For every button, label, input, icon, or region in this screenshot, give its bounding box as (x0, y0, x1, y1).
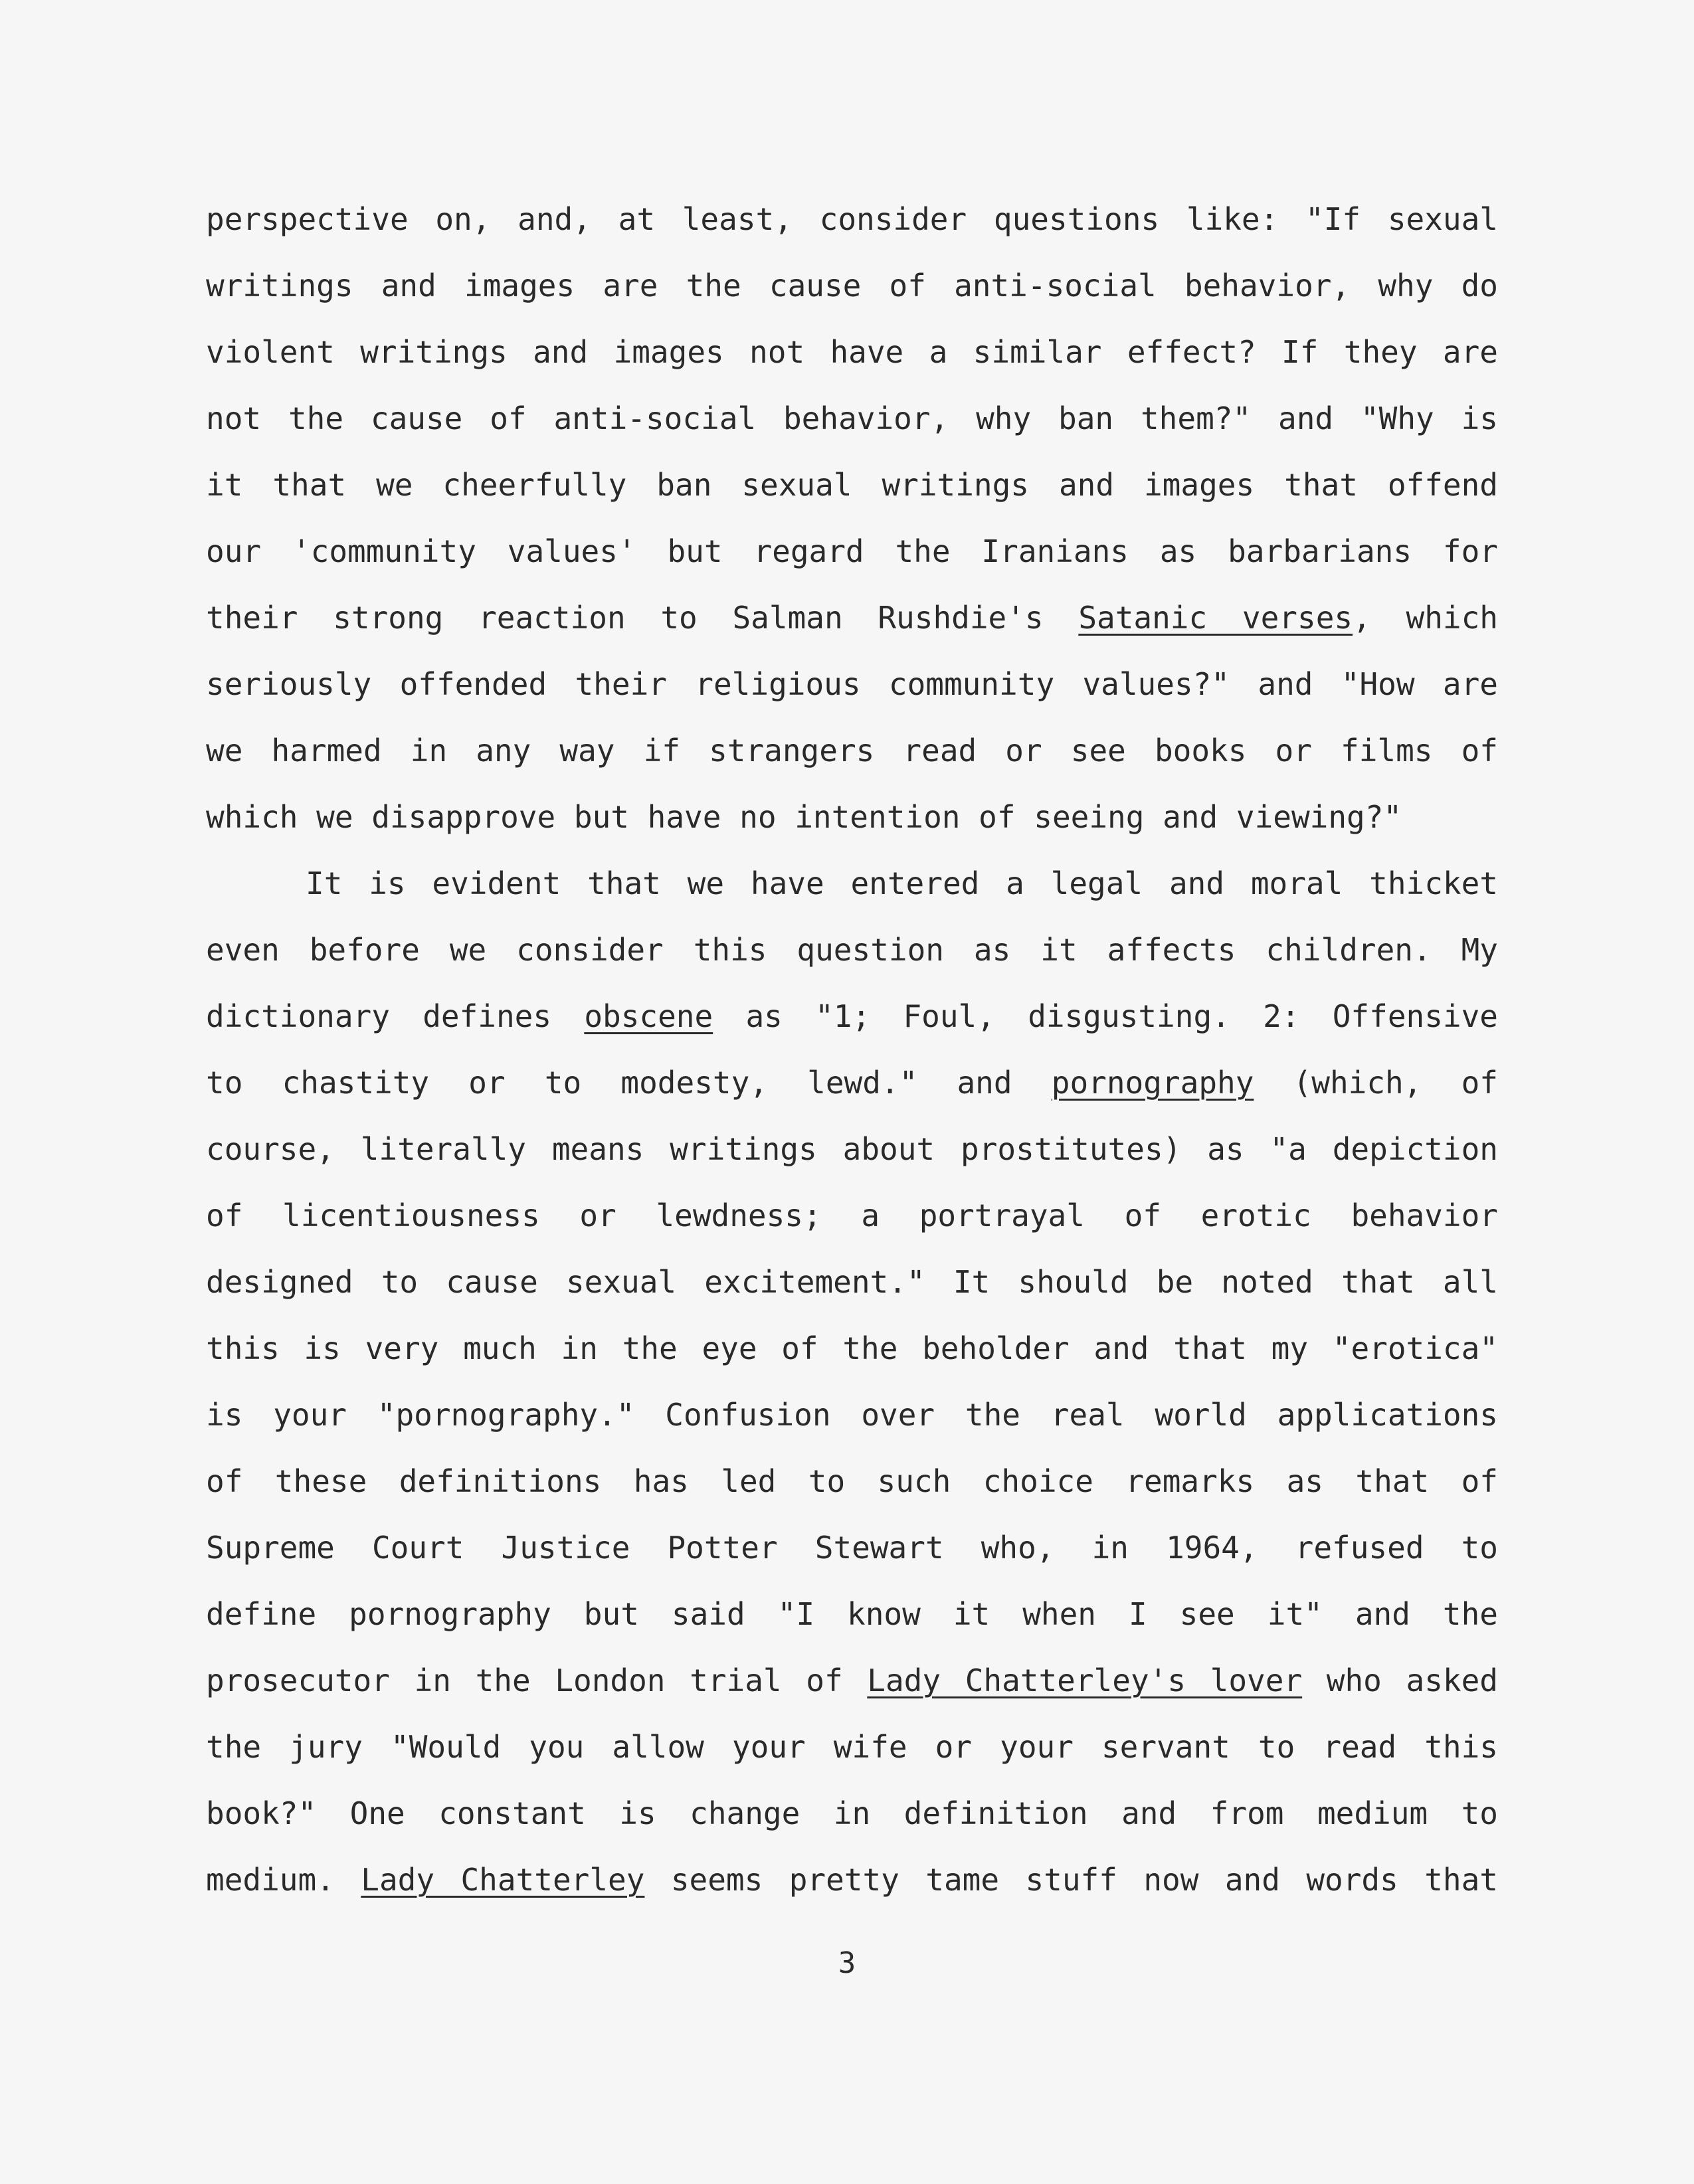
title-satanic-verses: Satanic verses (1078, 600, 1353, 636)
text-line: not the cause of anti-social behavior, why ban them?" and "Why is (206, 401, 1498, 436)
term-pornography: pornography (1051, 1065, 1254, 1101)
title-lady-chatterley: Lady Chatterley (361, 1862, 645, 1898)
text-line: prosecutor in the London trial of Lady Chatterley's lover who asked (206, 1663, 1498, 1698)
title-lady-chatterleys-lover: Lady Chatterley's lover (867, 1663, 1303, 1698)
text-line: perspective on, and, at least, consider questions like: "If sexual (206, 201, 1498, 237)
text-line: the jury "Would you allow your wife or your servant to read this (206, 1729, 1498, 1765)
paragraph-start: It is evident that we have entered a legal and moral thicket (306, 865, 1498, 901)
text-line: seriously offended their religious community values?" and "How are (206, 666, 1498, 702)
text-line: their strong reaction to Salman Rushdie's Satanic verses, which (206, 600, 1498, 636)
text-line: this is very much in the eye of the beholder and that my "erotica" (206, 1330, 1498, 1366)
text-line: we harmed in any way if strangers read or see books or films of (206, 733, 1498, 769)
text-line: our 'community values' but regard the Iranians as barbarians for (206, 533, 1498, 569)
term-obscene: obscene (584, 998, 713, 1034)
text-line: of these definitions has led to such choice remarks as that of (206, 1463, 1498, 1499)
text-line: even before we consider this question as it affects children. My (206, 932, 1498, 968)
text-line: is your "pornography." Confusion over the real world applications (206, 1397, 1498, 1433)
text-line: define pornography but said "I know it when I see it" and the (206, 1596, 1498, 1632)
text-line: it that we cheerfully ban sexual writings and images that offend (206, 467, 1498, 503)
text-line: course, literally means writings about prostitutes) as "a depiction (206, 1131, 1498, 1167)
page-number: 3 (838, 1946, 856, 1980)
text-line: of licentiousness or lewdness; a portrayal of erotic behavior (206, 1198, 1498, 1233)
text-line: designed to cause sexual excitement." It should be noted that all (206, 1264, 1498, 1300)
text-line: to chastity or to modesty, lewd." and pornography (which, of (206, 1065, 1498, 1101)
text-line: Supreme Court Justice Potter Stewart who, in 1964, refused to (206, 1530, 1498, 1566)
text-line: writings and images are the cause of anti-social behavior, why do (206, 268, 1498, 304)
body-text (206, 186, 1498, 1913)
text-line: violent writings and images not have a similar effect? If they are (206, 334, 1498, 370)
text-line: medium. Lady Chatterley seems pretty tame stuff now and words that (206, 1862, 1498, 1898)
text-line: book?" One constant is change in definition and from medium to (206, 1795, 1498, 1831)
text-line: dictionary defines obscene as "1; Foul, disgusting. 2: Offensive (206, 998, 1498, 1034)
text-line: which we disapprove but have no intention of seeing and viewing?" (206, 799, 1402, 835)
